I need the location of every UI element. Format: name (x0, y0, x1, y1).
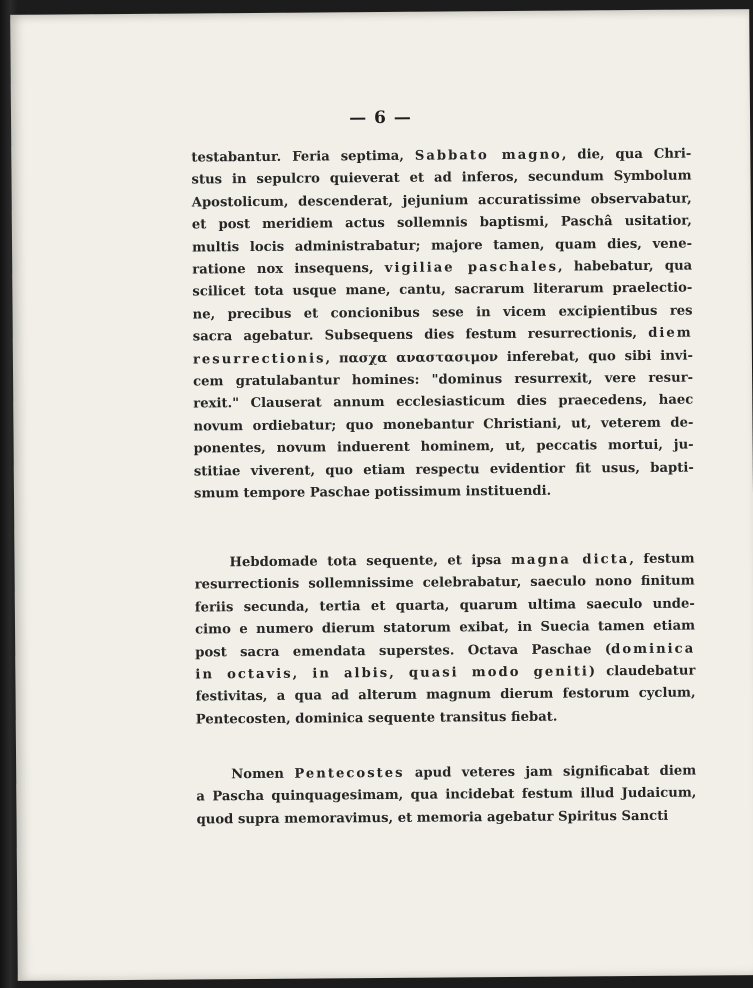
spaced-emphasis: Sabbato magno (414, 147, 562, 164)
text-line: in octavis, in albis, quasi modo geniti) claudebatur (195, 663, 696, 683)
text-line: stitiae viverent, quo etiam respectu evidentior fit usus, bapti- (193, 460, 694, 480)
text-line: quod supra memoravimus, et memoria agebatur Spiritus Sancti (196, 808, 669, 828)
text-line: Pentecosten, dominica sequente transitus fiebat. (195, 709, 558, 728)
text-line: smum tempore Paschae potissimum instituendi. (193, 483, 552, 502)
text-line: testabantur. Feria septima, Sabbato magno, die, qua Chri- (191, 146, 692, 166)
text-line: Nomen Pentecostes apud veteres jam significabat diem (231, 763, 697, 783)
text-line: rexit." Clauserat annum ecclesiasticum dies praecedens, haec (193, 393, 694, 412)
text-line: scilicet tota usque mane, cantu, sacrarum literarum praelectio- (192, 281, 693, 300)
paragraph-2 (194, 549, 695, 732)
page-sheet (10, 9, 753, 981)
spaced-emphasis: resurrectionis (192, 351, 326, 368)
text-line: ne, precibus et concionibus sese in vicem excipientibus res (192, 303, 693, 323)
spaced-emphasis: diem (648, 325, 693, 342)
text-line: post sacra emendata superstes. Octava Paschae (dominica (195, 641, 696, 661)
text-line: stus in sepulcro quieverat et ad inferos, secundum Symbolum (191, 168, 692, 188)
text-line: festivitas, a qua ad alterum magnum dierum festorum cyclum, (195, 685, 696, 705)
text-line: sacra agebatur. Subsequens dies festum resurrectionis, diem (192, 325, 693, 345)
spaced-emphasis: magna dicta (511, 552, 630, 568)
text-line: ratione nox insequens, vigiliae paschales, habebatur, qua (192, 258, 693, 278)
text-line: feriis secunda, tertia et quarta, quarum ultima saeculo unde- (194, 596, 695, 616)
text-line: Apostolicum, descenderat, jejunium accuratissime observabatur, (191, 191, 692, 211)
text-line: a Pascha quinquagesimam, qua incidebat festum illud Judaicum, (196, 785, 697, 805)
text-line: resurrectionis, πασχα αναστασιμον inferebat, quo sibi invi- (192, 348, 693, 368)
text-line: novum ordiebatur; quo monebantur Christiani, ut, veterem de- (193, 415, 694, 435)
text-line: multis locis administrabatur; majore tamen, quam dies, vene- (191, 236, 693, 256)
text-line: resurrectionis sollemnissime celebrabatur, saeculo nono finitum (194, 573, 695, 593)
text-line: cem gratulabantur homines: "dominus resurrexit, vere resur- (193, 370, 694, 390)
page-number: — 6 — (349, 107, 412, 129)
paragraph-1 (191, 144, 694, 506)
spaced-emphasis: dominica (611, 641, 696, 657)
spaced-emphasis: in octavis, in albis, quasi modo geniti (195, 664, 589, 683)
spaced-emphasis: Pentecostes (294, 765, 405, 782)
text-line: Hebdomade tota sequente, et ipsa magna dicta, festum (229, 551, 695, 571)
text-line: et post meridiem actus sollemnis baptismi, Paschâ usitatior, (191, 213, 692, 233)
paragraph-3 (196, 761, 697, 832)
text-line: ponentes, novum induerent hominem, ut, peccatis mortui, ju- (193, 437, 694, 457)
spaced-emphasis: vigiliae paschales (384, 259, 559, 277)
text-line: cimo e numero dierum statorum exibat, in Suecia tamen etiam (194, 618, 696, 638)
